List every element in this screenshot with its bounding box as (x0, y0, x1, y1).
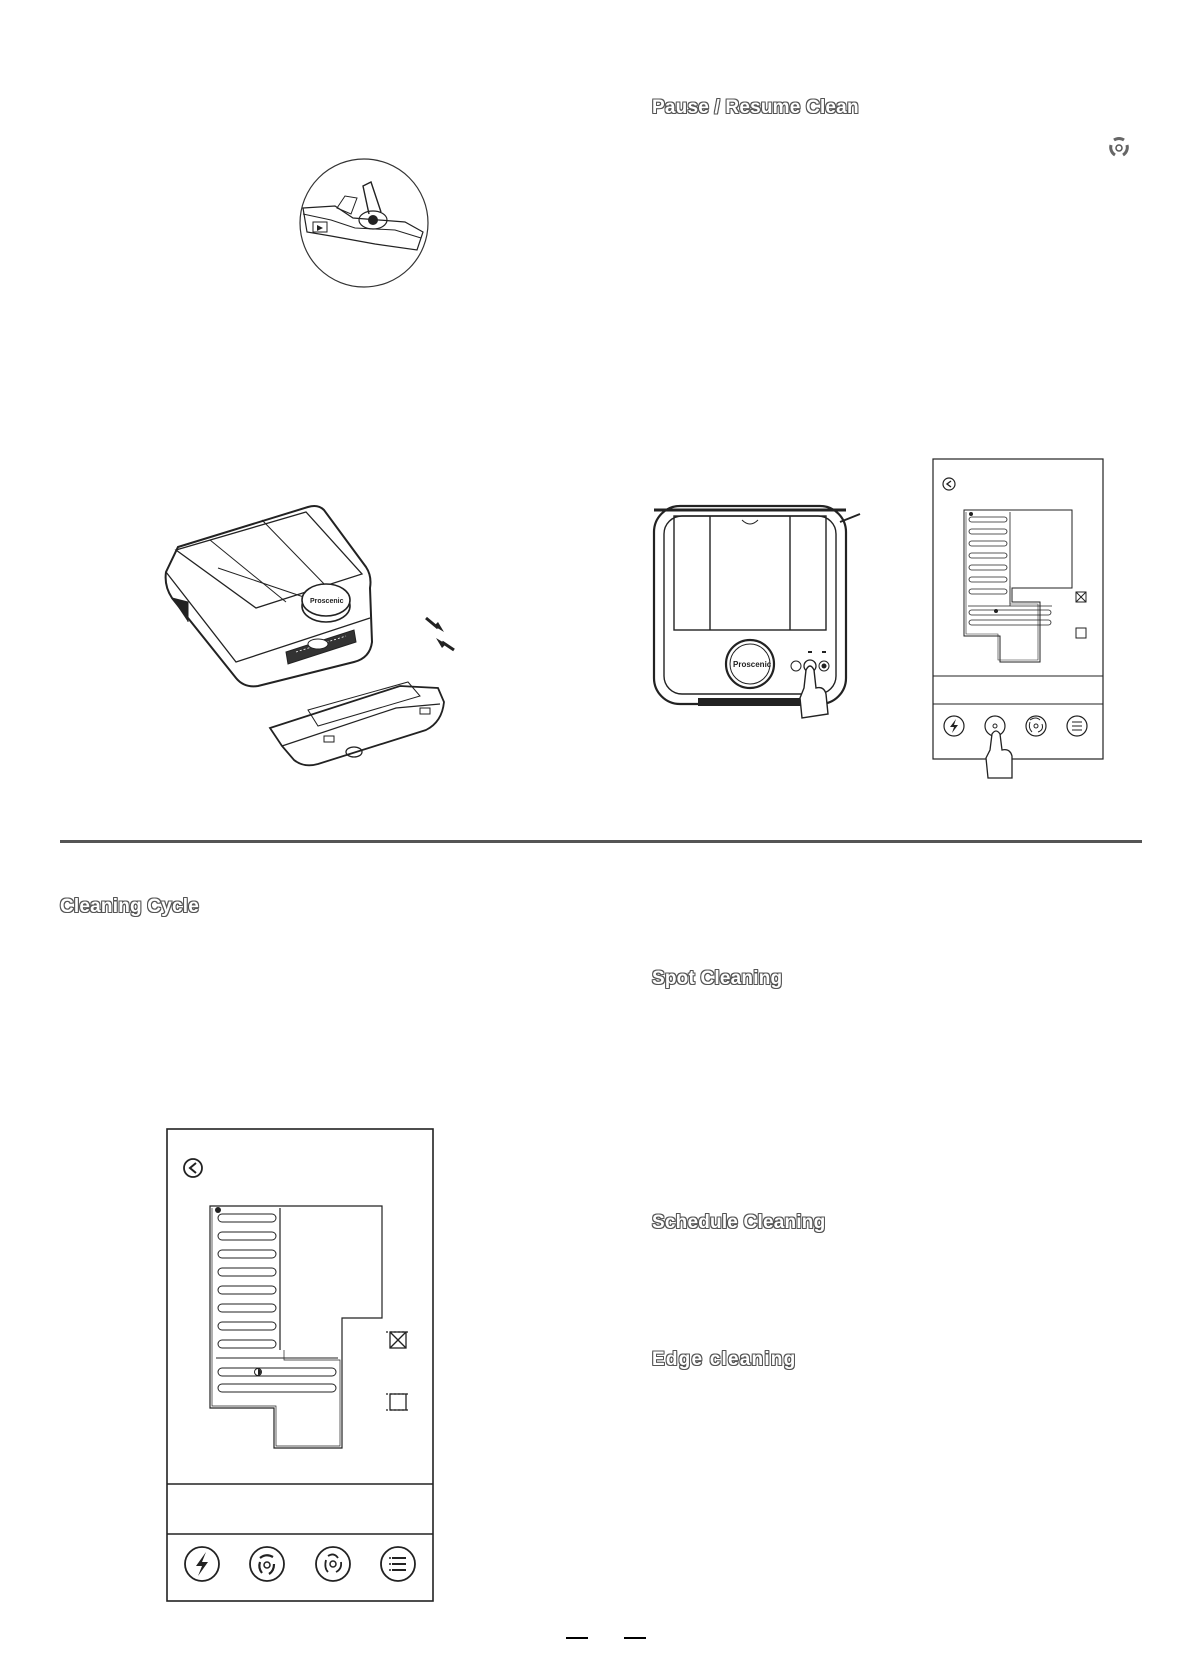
robot-vacuum-mop-bracket-illustration (158, 502, 458, 782)
heading-schedule-cleaning: Schedule Cleaning (652, 1212, 826, 1233)
brand-logo-top: Proscenic (733, 660, 772, 669)
app-screen-large-illustration (166, 1128, 436, 1604)
heading-pause-resume-clean: Pause / Resume Clean (652, 97, 859, 118)
page-mark-right (624, 1637, 646, 1639)
detail-zoom-illustration (295, 158, 435, 290)
app-screen-small-illustration (932, 458, 1106, 780)
brand-logo: Proscenic (310, 598, 344, 605)
heading-edge-cleaning: Edge cleaning (652, 1349, 797, 1370)
spot-clean-icon (1106, 134, 1132, 160)
heading-cleaning-cycle: Cleaning Cycle (60, 896, 200, 917)
page-mark-left (566, 1637, 588, 1639)
heading-spot-cleaning: Spot Cleaning (652, 968, 783, 989)
robot-top-view-button-press-illustration (650, 502, 866, 724)
section-divider (60, 840, 1142, 843)
